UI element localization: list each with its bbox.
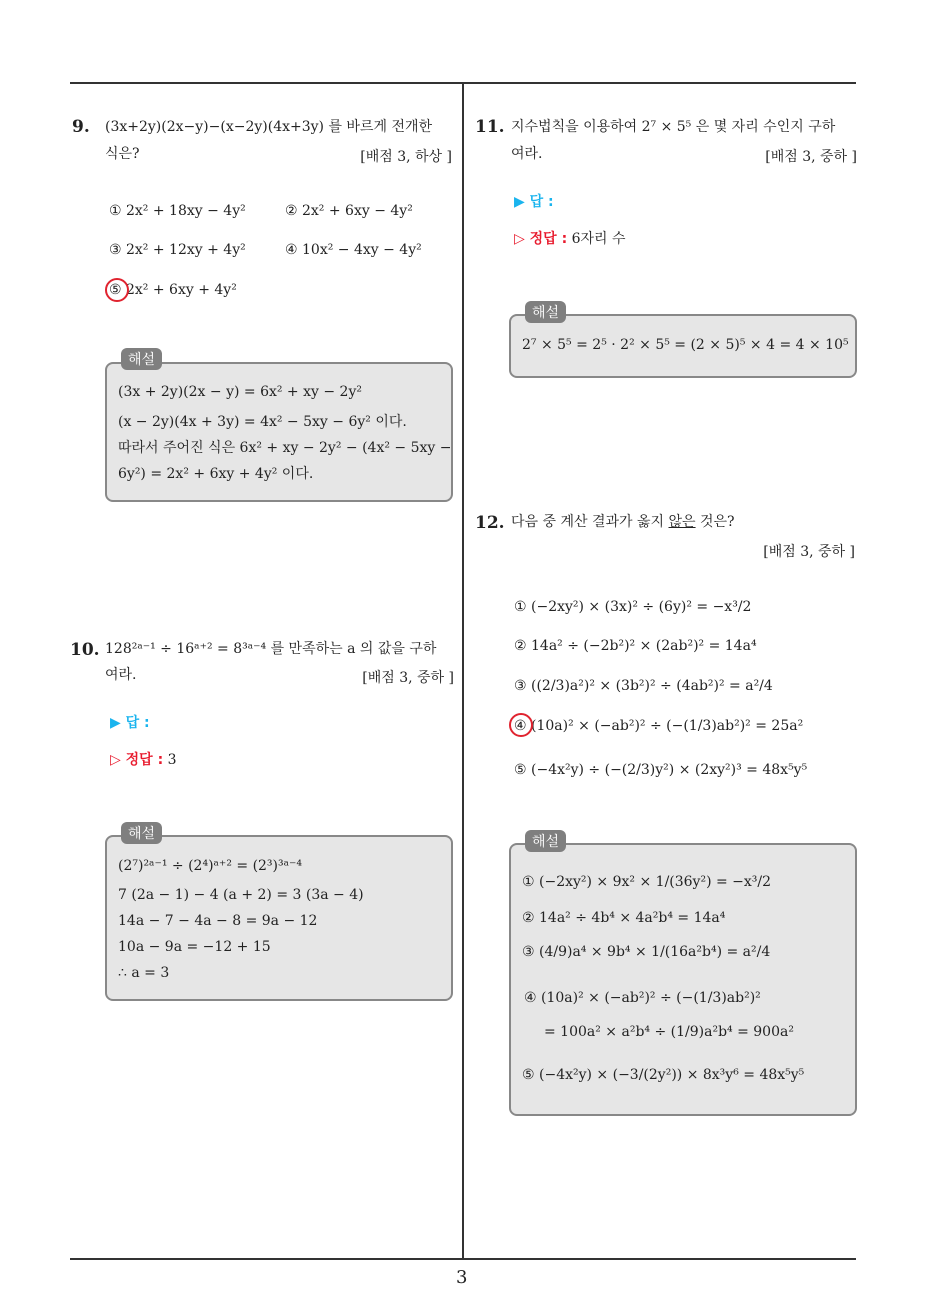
q12-answer-circle [509, 713, 533, 737]
bottom-rule [70, 1258, 856, 1260]
q12-text-pre: 다음 중 계산 결과가 옳지 [511, 514, 669, 530]
q9-option-1[interactable]: ① 2x² + 18xy − 4y² [109, 203, 246, 219]
q9-option-5[interactable]: ⑤ 2x² + 6xy + 4y² [109, 282, 237, 298]
q12-explain-line1: ① (−2xy²) × 9x² × 1/(36y²) = −x³/2 [522, 874, 772, 890]
q12-option-2[interactable]: ② 14a² ÷ (−2b²)² × (2ab²)² = 14a⁴ [514, 638, 757, 654]
q12-explain-line2: ② 14a² ÷ 4b⁴ × 4a²b⁴ = 14a⁴ [522, 910, 726, 926]
q11-solution [514, 228, 626, 248]
q9-number: 9. [72, 117, 90, 137]
q9-answer-circle [105, 278, 129, 302]
q11-explain-line1: 2⁷ × 5⁵ = 2⁵ · 2² × 5⁵ = (2 × 5)⁵ × 4 = 4 × 10⁵ [522, 337, 849, 353]
q10-explain-line1: (2⁷)²ᵃ⁻¹ ÷ (2⁴)ᵃ⁺² = (2³)³ᵃ⁻⁴ [118, 858, 303, 874]
q12-text-underline: 않은 [668, 514, 696, 530]
q10-text-line2: 여라. [105, 667, 137, 683]
q11-meta: [배점 3, 중하 ] [765, 149, 857, 165]
q10-text-line1: 128²ᵃ⁻¹ ÷ 16ᵃ⁺² = 8³ᵃ⁻⁴ 를 만족하는 a 의 값을 구하 [105, 641, 437, 657]
q10-solution-label: ▷ 정답 : [110, 752, 164, 768]
q9-text-line1: (3x+2y)(2x−y)−(x−2y)(4x+3y) 를 바르게 전개한 [105, 119, 433, 135]
q12-explain-line3: ③ (4/9)a⁴ × 9b⁴ × 1/(16a²b⁴) = a²/4 [522, 944, 771, 960]
q10-solution-value: 3 [167, 752, 177, 768]
q12-option-5[interactable]: ⑤ (−4x²y) ÷ (−(2/3)y²) × (2xy²)³ = 48x⁵y⁵ [514, 762, 808, 778]
q12-number: 12. [475, 513, 505, 533]
q9-option-4[interactable]: ④ 10x² − 4xy − 4y² [285, 242, 422, 258]
page-number: 3 [456, 1267, 468, 1288]
q12-text [511, 509, 735, 536]
q10-explain-line2: 7 (2a − 1) − 4 (a + 2) = 3 (3a − 4) [118, 887, 364, 903]
q12-option-3[interactable]: ③ ((2/3)a²)² × (3b²)² ÷ (4ab²)² = a²/4 [514, 678, 773, 694]
q11-text-line2: 여라. [511, 146, 543, 162]
q10-explain-line3: 14a − 7 − 4a − 8 = 9a − 12 [118, 913, 318, 929]
q12-text-post: 것은? [695, 514, 735, 530]
q9-explain-line1: (3x + 2y)(2x − y) = 6x² + xy − 2y² [118, 384, 362, 400]
q9-explain-line4: 6y²) = 2x² + 6xy + 4y² 이다. [118, 466, 314, 482]
q9-explain-line3: 따라서 주어진 식은 6x² + xy − 2y² − (4x² − 5xy − [118, 440, 452, 456]
q12-explain-line6: ⑤ (−4x²y) × (−3/(2y²)) × 8x³y⁶ = 48x⁵y⁵ [522, 1067, 805, 1083]
column-divider [462, 83, 464, 1259]
q9-explain-tag: 해설 [121, 348, 162, 370]
q9-option-2[interactable]: ② 2x² + 6xy − 4y² [285, 203, 413, 219]
q10-meta: [배점 3, 중하 ] [362, 670, 454, 686]
q11-explain-tag: 해설 [525, 301, 566, 323]
q12-explain-line5: = 100a² × a²b⁴ ÷ (1/9)a²b⁴ = 900a² [544, 1024, 794, 1040]
q10-solution [110, 749, 177, 769]
q10-answer-label: ▶ 답 : [110, 715, 150, 731]
q11-number: 11. [475, 117, 505, 137]
q11-solution-label: ▷ 정답 : [514, 231, 568, 247]
q12-explain-tag: 해설 [525, 830, 566, 852]
q10-explain-line4: 10a − 9a = −12 + 15 [118, 939, 271, 955]
q12-option-1[interactable]: ① (−2xy²) × (3x)² ÷ (6y)² = −x³/2 [514, 599, 752, 615]
q10-number: 10. [70, 640, 100, 660]
q12-meta: [배점 3, 중하 ] [763, 544, 855, 560]
q12-option-4[interactable]: ④ (10a)² × (−ab²)² ÷ (−(1/3)ab²)² = 25a² [514, 718, 804, 734]
q11-text-line1: 지수법칙을 이용하여 2⁷ × 5⁵ 은 몇 자리 수인지 구하 [511, 119, 836, 135]
q9-meta: [배점 3, 하상 ] [360, 149, 452, 165]
q9-text-line2: 식은? [105, 146, 140, 162]
q9-option-3[interactable]: ③ 2x² + 12xy + 4y² [109, 242, 246, 258]
q12-explain-line4: ④ (10a)² × (−ab²)² ÷ (−(1/3)ab²)² [524, 990, 761, 1006]
q10-explain-tag: 해설 [121, 822, 162, 844]
q10-explain-line5: ∴ a = 3 [118, 965, 170, 981]
q9-explain-line2: (x − 2y)(4x + 3y) = 4x² − 5xy − 6y² 이다. [118, 414, 407, 430]
q11-solution-value: 6자리 수 [571, 231, 626, 247]
q11-answer-label: ▶ 답 : [514, 194, 554, 210]
